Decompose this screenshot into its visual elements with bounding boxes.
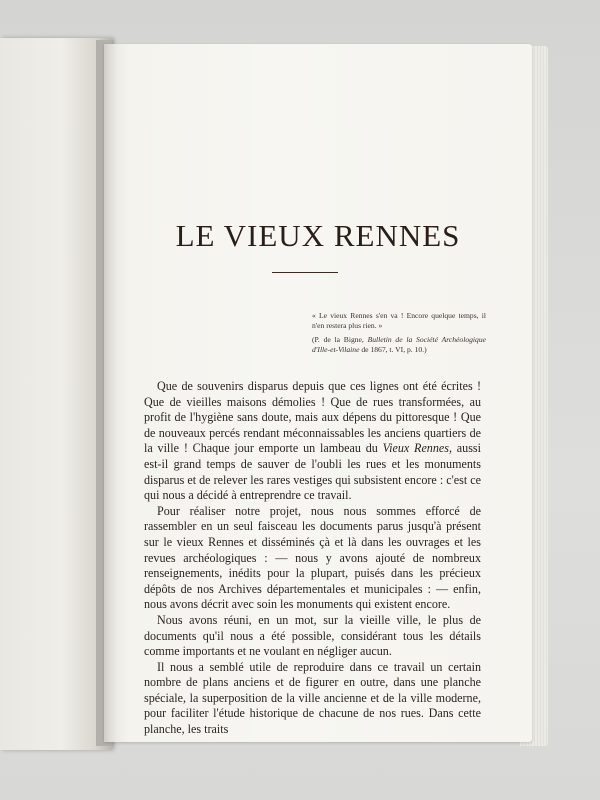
paragraph-4: Il nous a semblé utile de reproduire dans ce travail un certain nombre de plans anciens et de figurer en outre, dans une planche spéciale, la superposition de la ville ancienne et de la ville moderne, pour faciliter l'étude historique de chacune de nos rues. Dans cette planche, les traits bbox=[144, 659, 481, 737]
paragraph-1-start: Que de souvenirs disparus depuis que ces lignes ont été écrites ! Que de vieilles maisons démolies ! Que de rues transformées, au profit de l'hygiène sans doute, mais aux dépens du pittoresque ! Que de nouveaux percés rendant méconnaissables les anciens quartiers de la ville ! Chaque jour emporte un lambeau du bbox=[144, 379, 481, 456]
title-divider bbox=[272, 272, 338, 273]
paragraph-3: Nous avons réuni, en un mot, sur la vieille ville, le plus de documents qu'il nous a été possible, considérant tous les détails comme importants et ne voulant en négliger aucun. bbox=[144, 612, 481, 659]
paragraph-1 bbox=[144, 379, 481, 504]
epigraph-attribution bbox=[312, 335, 486, 355]
paragraph-2: Pour réaliser notre projet, nous nous sommes efforcé de rassembler en un seul faisceau les documents parus jusqu'à présent sur le vieux Rennes et disséminés çà et là dans les ouvrages et les revues archéologiques : — nous y avons ajouté de nombreux renseignements, inédits pour la plupart, puisés dans les précieux dépôts de nos Archives départementales et municipales : — enfin, nous avons décrit avec soin les monuments qui existent encore. bbox=[144, 503, 481, 612]
epigraph-quote: « Le vieux Rennes s'en va ! Encore quelque temps, il n'en restera plus rien. » bbox=[312, 311, 486, 330]
epigraph-author: (P. de la Bigne, bbox=[312, 335, 364, 344]
body-text bbox=[144, 379, 481, 738]
paragraph-1-end: aussi est-il grand temps de sauver de l'oubli les rues et les monuments disparus et de relever les rares vestiges qui subsistent encore : c'est ce qui nous a décidé à entreprendre ce travail. bbox=[144, 441, 481, 503]
paragraph-1-italic: Vieux Rennes, bbox=[382, 441, 452, 456]
page-title: LE VIEUX RENNES bbox=[175, 218, 461, 253]
book-gutter bbox=[96, 40, 118, 746]
epigraph-work: Bulletin de la Société Archéologique d'Ille-et-Vilaine bbox=[312, 335, 486, 354]
epigraph bbox=[312, 311, 486, 355]
epigraph-reference: de 1867, t. VI, p. 10.) bbox=[361, 345, 427, 354]
